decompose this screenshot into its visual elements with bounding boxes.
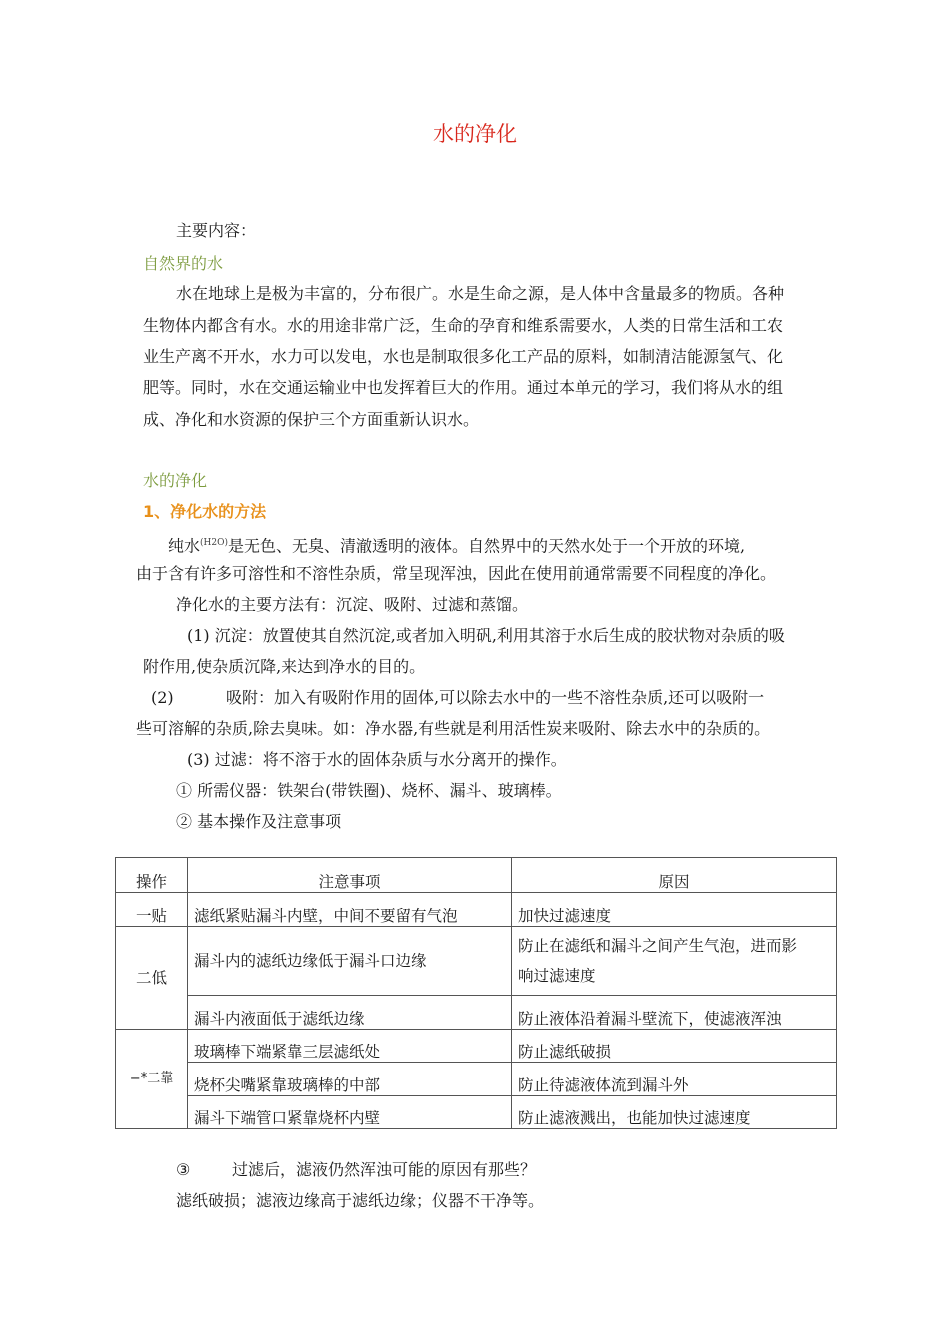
paragraph-line: 肥等。同时，水在交通运输业中也发挥着巨大的作用。通过本单元的学习，我们将从水的组: [143, 378, 784, 397]
pure-water-prefix: 纯水: [168, 536, 201, 556]
method-sedimentation: (1) 沉淀：放置使其自然沉淀,或者加入明矾,利用其溶于水后生成的胶状物对杂质的吸: [187, 626, 785, 645]
reason-line: 防止在滤纸和漏斗之间产生气泡，进而影: [518, 937, 798, 955]
table-cell-reason: 防止滤液溅出，也能加快过滤速度: [512, 1096, 837, 1129]
question-text: 过滤后，滤液仍然浑浊可能的原因有那些？: [232, 1160, 537, 1179]
table-row: [116, 927, 837, 996]
table-cell-reason: 防止滤纸破损: [512, 1030, 837, 1063]
table-header-operation: 操作: [116, 858, 188, 893]
paragraph-line: 业生产离不开水，水力可以发电，水也是制取很多化工产品的原料，如制清洁能源氢气、化: [143, 347, 784, 366]
question-answer: 滤纸破损；滤液边缘高于滤纸边缘；仪器不干净等。: [176, 1191, 545, 1210]
table-cell-reason: 防止待滤液体流到漏斗外: [512, 1063, 837, 1096]
paragraph-line: 水在地球上是极为丰富的，分布很广。水是生命之源，是人体中含量最多的物质。各种: [176, 284, 785, 303]
pure-water-rest: 是无色、无臭、清澈透明的液体。自然界中的天然水处于一个开放的环境,: [228, 536, 746, 556]
water-formula: (H2O): [200, 538, 228, 548]
op-sankao: −*二靠: [116, 1030, 188, 1129]
table-cell-reason: 防止液体沿着漏斗壁流下，使滤液浑浊: [512, 996, 837, 1030]
table-cell-note: 烧杯尖嘴紧靠玻璃棒的中部: [188, 1063, 512, 1096]
reason-line: 响过滤速度: [518, 967, 596, 985]
paragraph-line: 净化水的主要方法有：沉淀、吸附、过滤和蒸馏。: [176, 595, 529, 614]
pure-water-line: [168, 533, 745, 556]
method-filtration: (3) 过滤：将不溶于水的固体杂质与水分离开的操作。: [187, 750, 567, 769]
table-header-row: [116, 858, 837, 893]
page-title: 水的净化: [433, 122, 517, 146]
required-instruments: ① 所需仪器：铁架台(带铁圈)、烧杯、漏斗、玻璃棒。: [176, 781, 562, 800]
table-header-reason: 原因: [512, 858, 837, 893]
table-row: [116, 1096, 837, 1129]
table-cell-note: 漏斗内液面低于滤纸边缘: [188, 996, 512, 1030]
method-adsorption-num: (2): [151, 688, 174, 707]
table-cell-reason: 加快过滤速度: [512, 893, 837, 927]
table-cell-note: 漏斗内的滤纸边缘低于漏斗口边缘: [188, 927, 512, 996]
table-cell-note: 漏斗下端管口紧靠烧杯内壁: [188, 1096, 512, 1129]
main-content-label: 主要内容：: [176, 221, 257, 240]
table-row: [116, 1063, 837, 1096]
table-header-notes: 注意事项: [188, 858, 512, 893]
method-adsorption-cont: 些可溶解的杂质,除去臭味。如：净水器,有些就是利用活性炭来吸附、除去水中的杂质的。: [136, 719, 771, 738]
question-number: ③: [176, 1160, 191, 1179]
table-row: [116, 996, 837, 1030]
op-yitie: 一贴: [116, 893, 188, 927]
filtration-table: [115, 857, 837, 1129]
table-cell-note: 滤纸紧贴漏斗内壁，中间不要留有气泡: [188, 893, 512, 927]
table-cell-note: 玻璃棒下端紧靠三层滤纸处: [188, 1030, 512, 1063]
method-sedimentation-cont: 附作用,使杂质沉降,来达到净水的目的。: [143, 657, 426, 676]
op-erdi: 二低: [116, 927, 188, 1030]
section-heading-water-purification: 水的净化: [143, 471, 208, 490]
paragraph-line: 成、净化和水资源的保护三个方面重新认识水。: [143, 410, 480, 429]
table-row: [116, 1030, 837, 1063]
basic-operations-label: ② 基本操作及注意事项: [176, 812, 342, 831]
method-adsorption: 吸附：加入有吸附作用的固体,可以除去水中的一些不溶性杂质,还可以吸附一: [226, 688, 765, 707]
paragraph-line: 生物体内都含有水。水的用途非常广泛，生命的孕育和维系需要水，人类的日常生活和工农: [143, 316, 784, 335]
table-cell-reason: [512, 927, 837, 996]
subheading-methods: 1、净化水的方法: [143, 502, 267, 521]
paragraph-line: 由于含有许多可溶性和不溶性杂质，常呈现浑浊，因此在使用前通常需要不同程度的净化。: [136, 564, 777, 583]
section-heading-natural-water: 自然界的水: [143, 254, 224, 273]
table-row: [116, 893, 837, 927]
